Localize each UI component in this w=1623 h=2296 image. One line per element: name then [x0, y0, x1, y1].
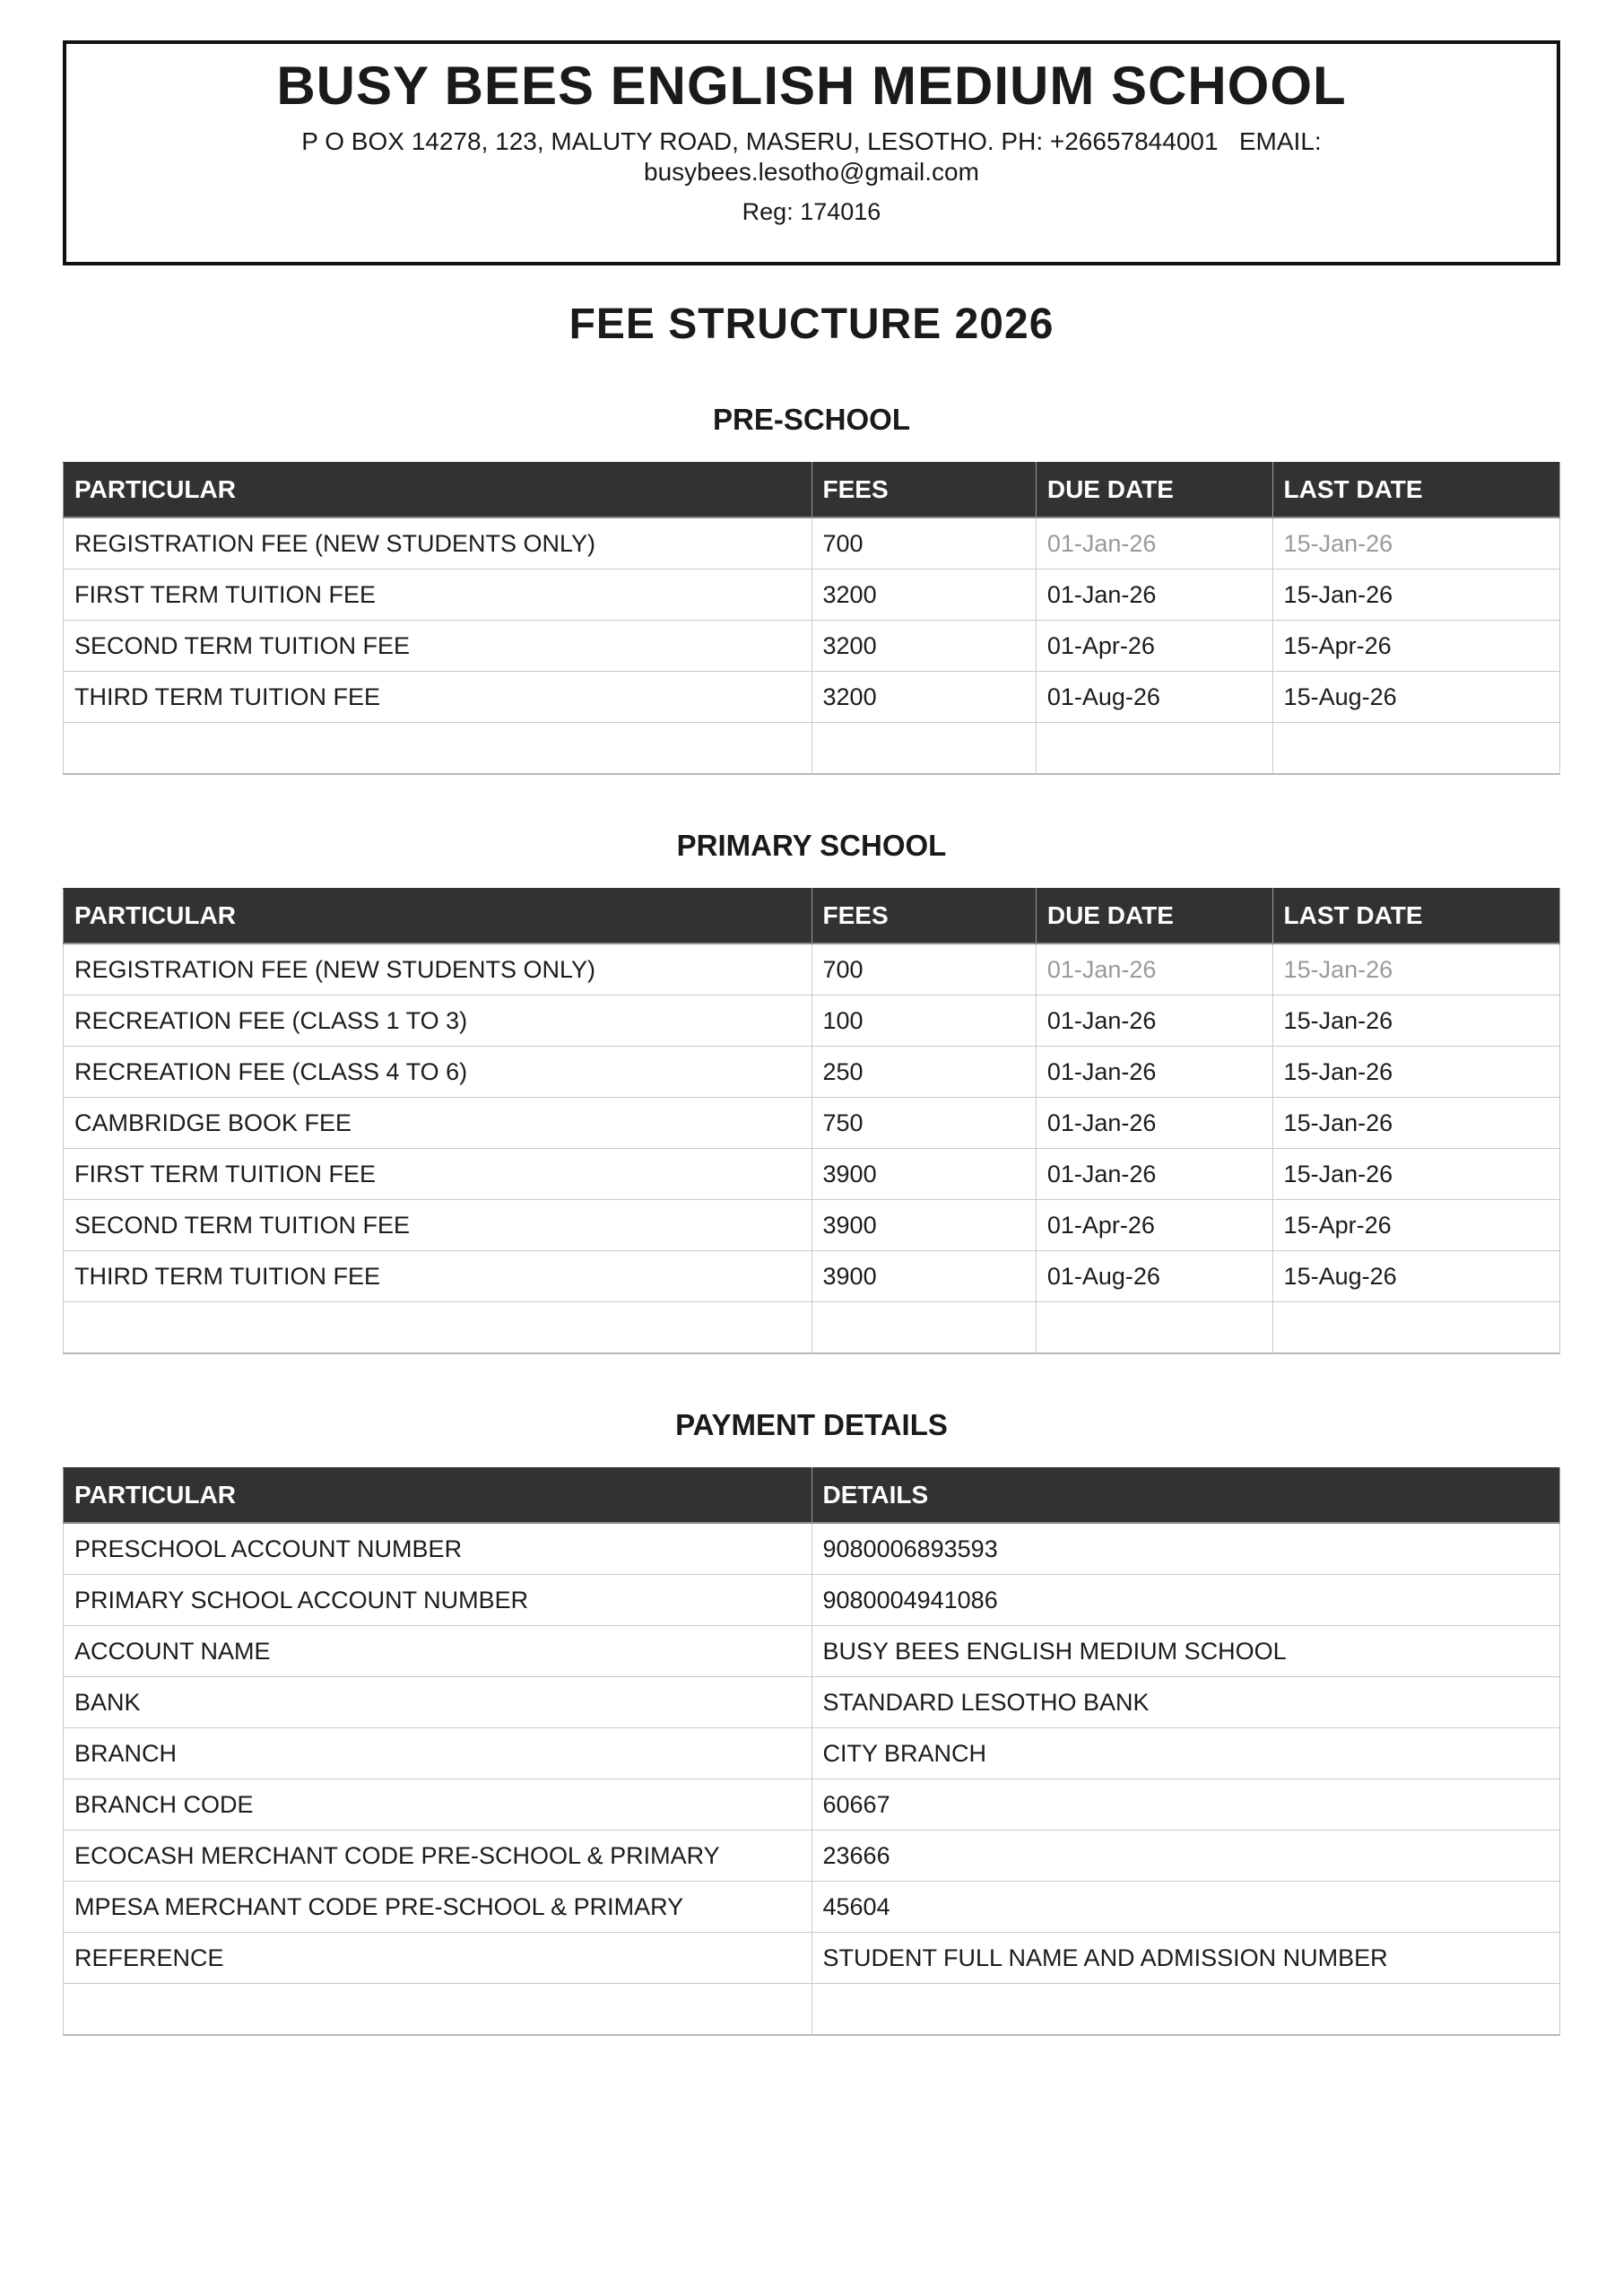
table-cell: 15-Apr-26 [1272, 1200, 1559, 1251]
table-cell: SECOND TERM TUITION FEE [64, 1200, 812, 1251]
column-header: LAST DATE [1272, 889, 1559, 944]
school-address: P O BOX 14278, 123, MALUTY ROAD, MASERU, LESOTHO. PH: +26657844001 EMAIL: [301, 127, 1322, 155]
table-cell: BANK [64, 1677, 812, 1728]
table-cell: 9080006893593 [812, 1523, 1560, 1575]
table-cell: 15-Aug-26 [1272, 672, 1559, 723]
table-cell: 01-Jan-26 [1036, 570, 1272, 621]
table-cell: THIRD TERM TUITION FEE [64, 672, 812, 723]
table-cell: 3200 [812, 672, 1036, 723]
table-cell: 15-Jan-26 [1272, 1047, 1559, 1098]
table-cell: STUDENT FULL NAME AND ADMISSION NUMBER [812, 1933, 1560, 1984]
table-cell: 3900 [812, 1251, 1036, 1302]
table-cell: CITY BRANCH [812, 1728, 1560, 1779]
table-row [64, 1626, 1560, 1677]
table-row [64, 1251, 1560, 1302]
table-cell: FIRST TERM TUITION FEE [64, 570, 812, 621]
column-header: PARTICULAR [64, 889, 812, 944]
table-cell [1272, 1302, 1559, 1354]
column-header: LAST DATE [1272, 463, 1559, 518]
primary-fee-table [63, 888, 1560, 1354]
table-cell: PRESCHOOL ACCOUNT NUMBER [64, 1523, 812, 1575]
school-name: BUSY BEES ENGLISH MEDIUM SCHOOL [276, 56, 1347, 116]
table-cell: FIRST TERM TUITION FEE [64, 1149, 812, 1200]
table-cell: 01-Jan-26 [1036, 1047, 1272, 1098]
table-row [64, 570, 1560, 621]
table-row [64, 1047, 1560, 1098]
table-cell: 01-Jan-26 [1036, 996, 1272, 1047]
table-row [64, 1728, 1560, 1779]
section-heading-primary: PRIMARY SCHOOL [676, 829, 947, 863]
table-cell: MPESA MERCHANT CODE PRE-SCHOOL & PRIMARY [64, 1882, 812, 1933]
table-row [64, 1200, 1560, 1251]
table-cell: BRANCH [64, 1728, 812, 1779]
table-row [64, 672, 1560, 723]
table-cell: 01-Jan-26 [1036, 517, 1272, 570]
table-cell: PRIMARY SCHOOL ACCOUNT NUMBER [64, 1575, 812, 1626]
table-cell: ACCOUNT NAME [64, 1626, 812, 1677]
table-row [64, 1098, 1560, 1149]
table-row [64, 1523, 1560, 1575]
table-cell: 15-Jan-26 [1272, 944, 1559, 996]
column-header: FEES [812, 463, 1036, 518]
table-row [64, 1779, 1560, 1831]
column-header: DUE DATE [1036, 889, 1272, 944]
table-row [64, 517, 1560, 570]
table-cell: 15-Jan-26 [1272, 517, 1559, 570]
table-cell: 15-Jan-26 [1272, 1098, 1559, 1149]
table-cell: 3900 [812, 1149, 1036, 1200]
table-cell: 3900 [812, 1200, 1036, 1251]
table-cell: 01-Apr-26 [1036, 621, 1272, 672]
table-cell: RECREATION FEE (CLASS 4 TO 6) [64, 1047, 812, 1098]
table-header-row [64, 463, 1560, 518]
table-cell: 3200 [812, 621, 1036, 672]
table-row [64, 1933, 1560, 1984]
table-cell [1036, 723, 1272, 775]
table-row [64, 1882, 1560, 1933]
table-cell: 01-Apr-26 [1036, 1200, 1272, 1251]
column-header: DETAILS [812, 1468, 1560, 1524]
table-cell: STANDARD LESOTHO BANK [812, 1677, 1560, 1728]
table-cell: 15-Jan-26 [1272, 570, 1559, 621]
table-cell [812, 1984, 1560, 2036]
table-header-row [64, 889, 1560, 944]
table-cell [64, 1302, 812, 1354]
table-cell: 700 [812, 944, 1036, 996]
table-row [64, 723, 1560, 775]
column-header: DUE DATE [1036, 463, 1272, 518]
table-cell: 750 [812, 1098, 1036, 1149]
table-cell: 15-Aug-26 [1272, 1251, 1559, 1302]
payment-details-table [63, 1467, 1560, 2036]
table-row [64, 621, 1560, 672]
table-cell: 3200 [812, 570, 1036, 621]
table-cell [812, 723, 1036, 775]
table-cell [1036, 1302, 1272, 1354]
section-heading-preschool: PRE-SCHOOL [712, 403, 910, 437]
preschool-fee-table [63, 462, 1560, 775]
table-cell: 100 [812, 996, 1036, 1047]
table-cell [64, 1984, 812, 2036]
school-email: busybees.lesotho@gmail.com [644, 158, 979, 186]
table-cell: 15-Apr-26 [1272, 621, 1559, 672]
table-cell: 9080004941086 [812, 1575, 1560, 1626]
table-cell [64, 723, 812, 775]
school-letterhead [63, 40, 1560, 265]
table-cell: 01-Jan-26 [1036, 1149, 1272, 1200]
section-heading-payment-details: PAYMENT DETAILS [675, 1408, 948, 1442]
table-cell: BUSY BEES ENGLISH MEDIUM SCHOOL [812, 1626, 1560, 1677]
table-cell: 15-Jan-26 [1272, 996, 1559, 1047]
table-cell: 700 [812, 517, 1036, 570]
table-cell: ECOCASH MERCHANT CODE PRE-SCHOOL & PRIMARY [64, 1831, 812, 1882]
column-header: FEES [812, 889, 1036, 944]
table-cell: 60667 [812, 1779, 1560, 1831]
table-cell: BRANCH CODE [64, 1779, 812, 1831]
table-row [64, 1149, 1560, 1200]
table-cell [1272, 723, 1559, 775]
table-cell: 01-Jan-26 [1036, 944, 1272, 996]
column-header: PARTICULAR [64, 463, 812, 518]
table-cell: 01-Jan-26 [1036, 1098, 1272, 1149]
table-row [64, 996, 1560, 1047]
table-cell: 250 [812, 1047, 1036, 1098]
table-row [64, 1302, 1560, 1354]
column-header: PARTICULAR [64, 1468, 812, 1524]
table-cell: 15-Jan-26 [1272, 1149, 1559, 1200]
page-title: FEE STRUCTURE 2026 [568, 300, 1055, 348]
table-cell: RECREATION FEE (CLASS 1 TO 3) [64, 996, 812, 1047]
table-cell: THIRD TERM TUITION FEE [64, 1251, 812, 1302]
table-row [64, 944, 1560, 996]
table-cell: SECOND TERM TUITION FEE [64, 621, 812, 672]
table-cell: 45604 [812, 1882, 1560, 1933]
table-cell: REFERENCE [64, 1933, 812, 1984]
table-header-row [64, 1468, 1560, 1524]
table-row [64, 1677, 1560, 1728]
table-row [64, 1831, 1560, 1882]
table-cell: 01-Aug-26 [1036, 672, 1272, 723]
table-cell: REGISTRATION FEE (NEW STUDENTS ONLY) [64, 944, 812, 996]
table-cell: 01-Aug-26 [1036, 1251, 1272, 1302]
table-row [64, 1575, 1560, 1626]
table-cell: CAMBRIDGE BOOK FEE [64, 1098, 812, 1149]
table-cell [812, 1302, 1036, 1354]
table-row [64, 1984, 1560, 2036]
school-registration-number: Reg: 174016 [742, 198, 881, 225]
table-cell: 23666 [812, 1831, 1560, 1882]
table-cell: REGISTRATION FEE (NEW STUDENTS ONLY) [64, 517, 812, 570]
